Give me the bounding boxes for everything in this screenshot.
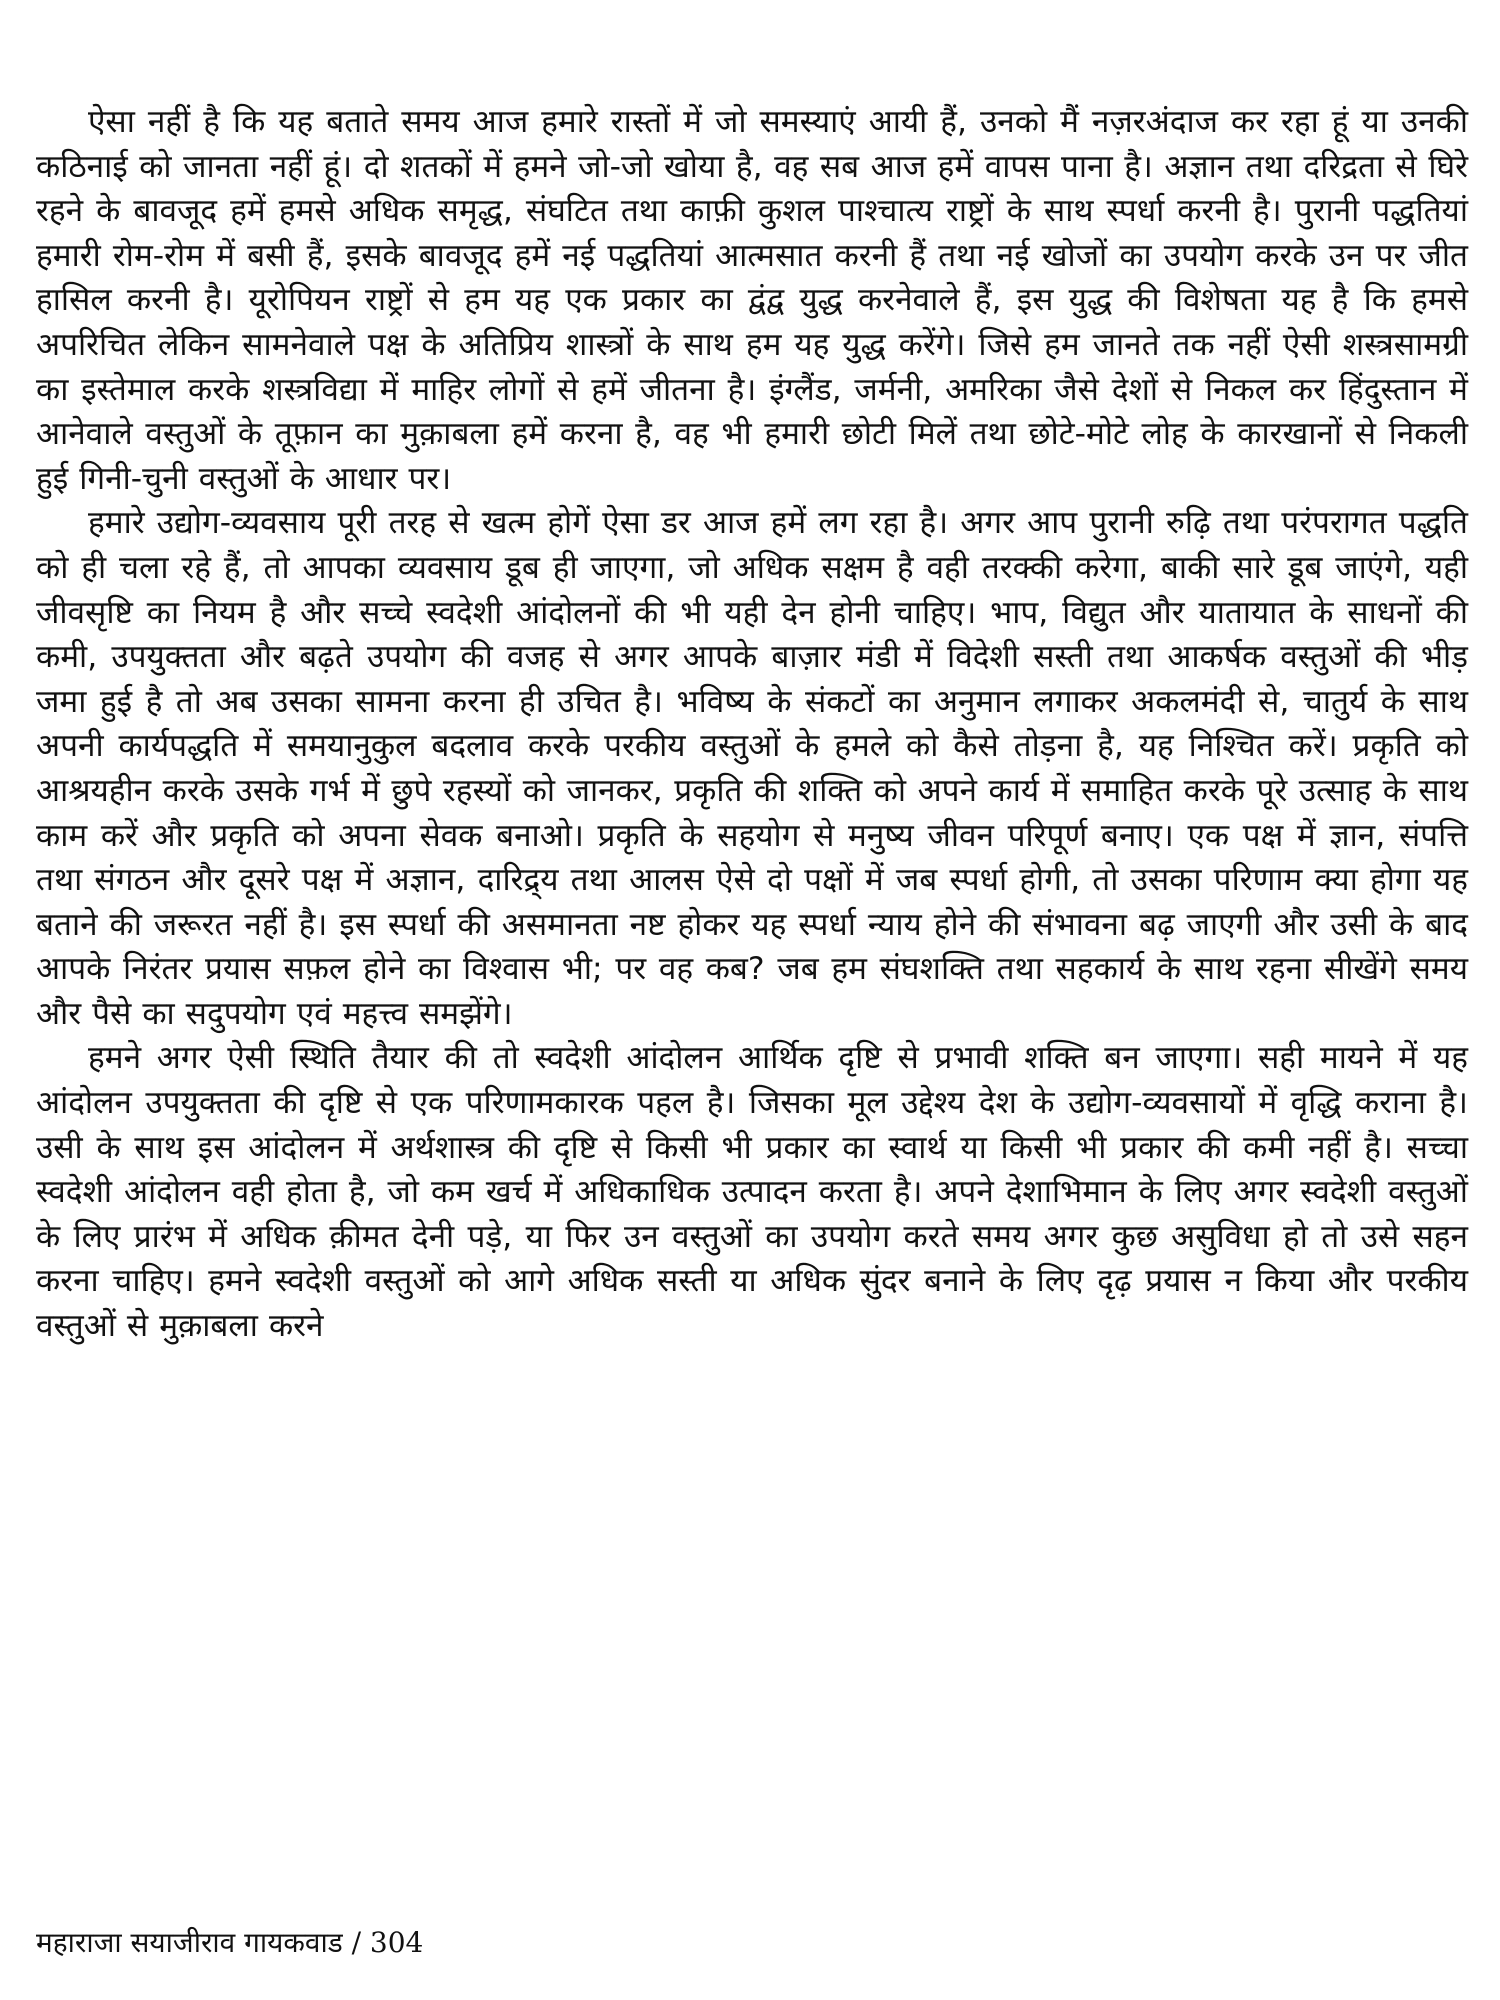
page-footer: महाराजा सयाजीराव गायकवाड / 304 [36,1926,424,1959]
paragraph-2: हमारे उद्योग-व्यवसाय पूरी तरह से खत्म होगें ऐसा डर आज हमें लग रहा है। अगर आप पुरानी रुढ़ि तथा परंपरागत पद्धति को ही चला रहे हैं, तो आपका व्यवसाय डूब ही जाएगा, जो अधिक सक्षम है वही तरक्की करेगा, बाकी सारे डूब जाएंगे, यही जीवसृष्टि का नियम है और सच्चे स्वदेशी आंदोलनों की भी यही देन होनी चाहिए। भाप, विद्युत और यातायात के साधनों की कमी, उपयुक्तता और बढ़ते उपयोग की वजह से अगर आपके बाज़ार मंडी में विदेशी सस्ती तथा आकर्षक वस्तुओं की भीड़ जमा हुई है तो अब उसका सामना करना ही उचित है। भविष्य के संकटों का अनुमान लगाकर अकलमंदी से, चातुर्य के साथ अपनी कार्यपद्धति में समयानुकुल बदलाव करके परकीय वस्तुओं के हमले को कैसे तोड़ना है, यह निश्चित करें। प्रकृति को आश्रयहीन करके उसके गर्भ में छुपे रहस्यों को जानकर, प्रकृति की शक्ति को अपने कार्य में समाहित करके पूरे उत्साह के साथ काम करें और प्रकृति को अपना सेवक बनाओ। प्रकृति के सहयोग से मनुष्य जीवन परिपूर्ण बनाए। एक पक्ष में ज्ञान, संपत्ति तथा संगठन और दूसरे पक्ष में अज्ञान, दारिद्र्य तथा आलस ऐसे दो पक्षों में जब स्पर्धा होगी, तो उसका परिणाम क्या होगा यह बताने की जरूरत नहीं है। इस स्पर्धा की असमानता नष्ट होकर यह स्पर्धा न्याय होने की संभावना बढ़ जाएगी और उसी के बाद आपके निरंतर प्रयास सफ़ल होने का विश्वास भी; पर वह कब? जब हम संघशक्ति तथा सहकार्य के साथ रहना सीखेंगे समय और पैसे का सदुपयोग एवं महत्त्व समझेंगे। [36,505,1468,1032]
paragraph-1: ऐसा नहीं है कि यह बताते समय आज हमारे रास्तों में जो समस्याएं आयी हैं, उनको मैं नज़रअंदाज कर रहा हूं या उनकी कठिनाई को जानता नहीं हूं। दो शतकों में हमने जो-जो खोया है, वह सब आज हमें वापस पाना है। अज्ञान तथा दरिद्रता से घिरे रहने के बावजूद हमें हमसे अधिक समृद्ध, संघटित तथा काफ़ी कुशल पाश्चात्य राष्ट्रों के साथ स्पर्धा करनी है। पुरानी पद्धतियां हमारी रोम-रोम में बसी हैं, इसके बावजूद हमें नई पद्धतियां आत्मसात करनी हैं तथा नई खोजों का उपयोग करके उन पर जीत हासिल करनी है। यूरोपियन राष्ट्रों से हम यह एक प्रकार का द्वंद्व युद्ध करनेवाले हैं, इस युद्ध की विशेषता यह है कि हमसे अपरिचित लेकिन सामनेवाले पक्ष के अतिप्रिय शास्त्रों के साथ हम यह युद्ध करेंगे। जिसे हम जानते तक नहीं ऐसी शस्त्रसामग्री का इस्तेमाल करके शस्त्रविद्या में माहिर लोगों से हमें जीतना है। इंग्लैंड, जर्मनी, अमरिका जैसे देशों से निकल कर हिंदुस्तान में आनेवाले वस्तुओं के तूफ़ान का मुक़ाबला हमें करना है, वह भी हमारी छोटी मिलें तथा छोटे-मोटे लोह के कारखानों से निकली हुई गिनी-चुनी वस्तुओं के आधार पर। [36,104,1468,497]
paragraph-3: हमने अगर ऐसी स्थिति तैयार की तो स्वदेशी आंदोलन आर्थिक दृष्टि से प्रभावी शक्ति बन जाएगा। सही मायने में यह आंदोलन उपयुक्तता की दृष्टि से एक परिणामकारक पहल है। जिसका मूल उद्देश्य देश के उद्योग-व्यवसायों में वृद्धि कराना है। उसी के साथ इस आंदोलन में अर्थशास्त्र की दृष्टि से किसी भी प्रकार का स्वार्थ या किसी भी प्रकार की कमी नहीं है। सच्चा स्वदेशी आंदोलन वही होता है, जो कम खर्च में अधिकाधिक उत्पादन करता है। अपने देशाभिमान के लिए अगर स्वदेशी वस्तुओं के लिए प्रारंभ में अधिक क़ीमत देनी पड़े, या फिर उन वस्तुओं का उपयोग करते समय अगर कुछ असुविधा हो तो उसे सहन करना चाहिए। हमने स्वदेशी वस्तुओं को आगे अधिक सस्ती या अधिक सुंदर बनाने के लिए दृढ़ प्रयास न किया और परकीय वस्तुओं से मुक़ाबला करने [36,1040,1468,1345]
page-body [36,100,1468,1930]
